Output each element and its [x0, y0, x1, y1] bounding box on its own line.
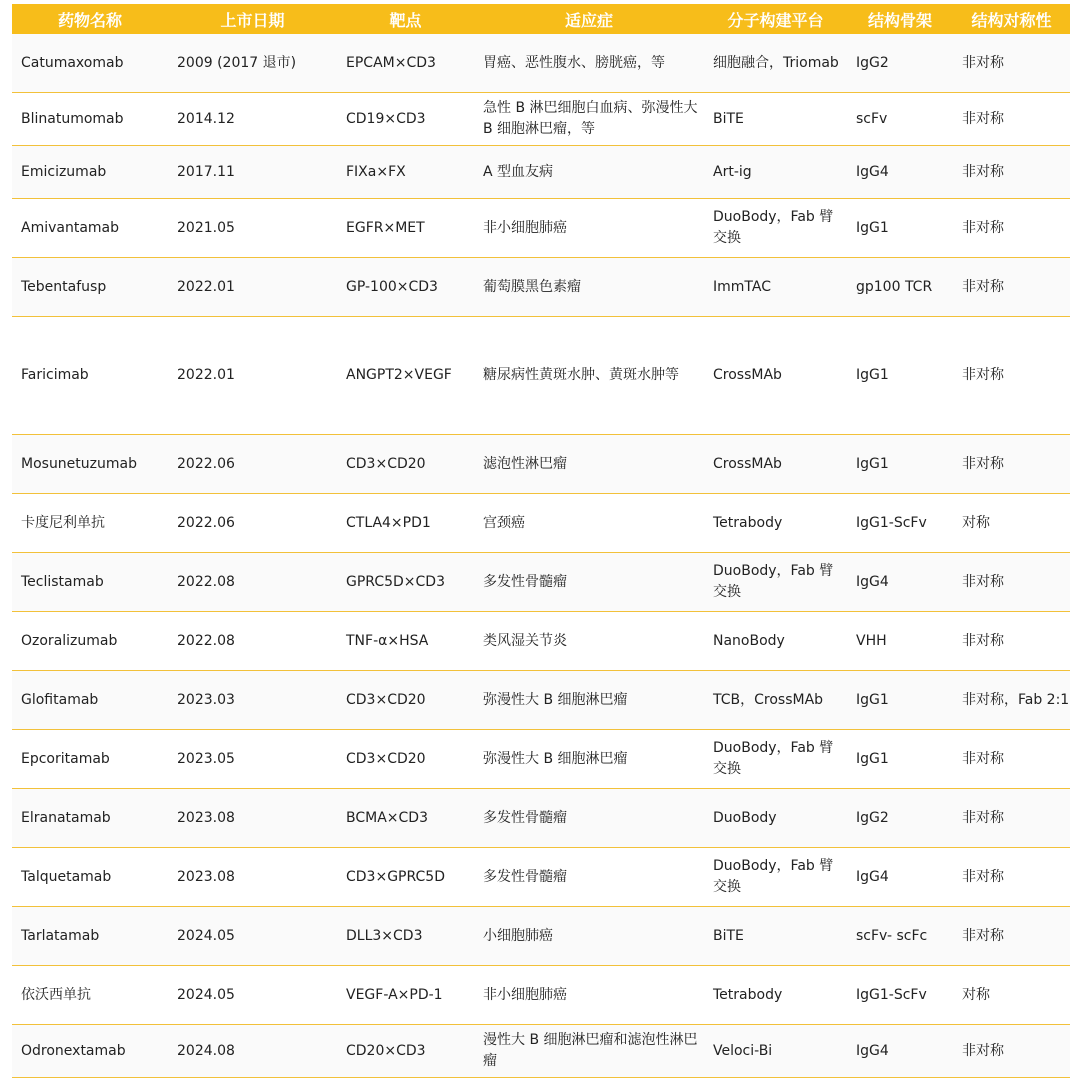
platform-cell: CrossMAb — [704, 435, 847, 494]
target-cell: EGFR×MET — [337, 199, 474, 258]
symmetry-cell: 非对称 — [953, 146, 1070, 199]
target-cell: GPRC5D×CD3 — [337, 553, 474, 612]
drug-name-cell: 卡度尼利单抗 — [12, 494, 168, 553]
indication-cell: 滤泡性淋巴瘤 — [474, 435, 704, 494]
indication-cell: 急性 B 淋巴细胞白血病、弥漫性大 B 细胞淋巴瘤，等 — [474, 93, 704, 146]
table-row — [12, 966, 1070, 1025]
launch-date-cell: 2022.06 — [168, 494, 337, 553]
symmetry-cell: 对称 — [953, 494, 1070, 553]
scaffold-cell: IgG1 — [847, 199, 953, 258]
scaffold-cell: IgG1 — [847, 435, 953, 494]
table-row — [12, 146, 1070, 199]
symmetry-cell: 非对称 — [953, 258, 1070, 317]
drug-name-cell: Mosunetuzumab — [12, 435, 168, 494]
launch-date-cell: 2022.01 — [168, 317, 337, 435]
table-row — [12, 317, 1070, 435]
indication-cell: 多发性骨髓瘤 — [474, 848, 704, 907]
platform-cell: NanoBody — [704, 612, 847, 671]
table-row — [12, 1025, 1070, 1078]
scaffold-cell: scFv- scFc — [847, 907, 953, 966]
target-cell: CD20×CD3 — [337, 1025, 474, 1078]
launch-date-cell: 2024.05 — [168, 966, 337, 1025]
drug-name-cell: Elranatamab — [12, 789, 168, 848]
symmetry-cell: 非对称 — [953, 612, 1070, 671]
symmetry-cell: 非对称 — [953, 848, 1070, 907]
scaffold-cell: VHH — [847, 612, 953, 671]
scaffold-cell: IgG1-ScFv — [847, 966, 953, 1025]
target-cell: CTLA4×PD1 — [337, 494, 474, 553]
table-row — [12, 34, 1070, 93]
symmetry-cell: 非对称 — [953, 907, 1070, 966]
drug-name-cell: Catumaxomab — [12, 34, 168, 93]
target-cell: EPCAM×CD3 — [337, 34, 474, 93]
table-row — [12, 848, 1070, 907]
drug-name-cell: Epcoritamab — [12, 730, 168, 789]
launch-date-cell: 2023.08 — [168, 789, 337, 848]
platform-cell: TCB，CrossMAb — [704, 671, 847, 730]
indication-cell: 小细胞肺癌 — [474, 907, 704, 966]
platform-cell: BiTE — [704, 907, 847, 966]
launch-date-cell: 2022.08 — [168, 612, 337, 671]
launch-date-cell: 2024.08 — [168, 1025, 337, 1078]
header-target: 靶点 — [337, 4, 474, 34]
drug-name-cell: Tarlatamab — [12, 907, 168, 966]
target-cell: FIXa×FX — [337, 146, 474, 199]
header-launch-date: 上市日期 — [168, 4, 337, 34]
indication-cell: 非小细胞肺癌 — [474, 199, 704, 258]
scaffold-cell: IgG1-ScFv — [847, 494, 953, 553]
target-cell: CD3×GPRC5D — [337, 848, 474, 907]
scaffold-cell: IgG1 — [847, 317, 953, 435]
indication-cell: 宫颈癌 — [474, 494, 704, 553]
symmetry-cell: 非对称 — [953, 199, 1070, 258]
drug-name-cell: Odronextamab — [12, 1025, 168, 1078]
scaffold-cell: IgG4 — [847, 848, 953, 907]
drug-name-cell: Teclistamab — [12, 553, 168, 612]
symmetry-cell: 非对称 — [953, 730, 1070, 789]
table-row — [12, 199, 1070, 258]
platform-cell: BiTE — [704, 93, 847, 146]
header-scaffold: 结构骨架 — [847, 4, 953, 34]
symmetry-cell: 非对称 — [953, 93, 1070, 146]
symmetry-cell: 非对称，Fab 2:1 — [953, 671, 1070, 730]
drug-name-cell: Amivantamab — [12, 199, 168, 258]
drug-name-cell: Blinatumomab — [12, 93, 168, 146]
header-drug-name: 药物名称 — [12, 4, 168, 34]
symmetry-cell: 对称 — [953, 966, 1070, 1025]
indication-cell: 非小细胞肺癌 — [474, 966, 704, 1025]
symmetry-cell: 非对称 — [953, 553, 1070, 612]
table-row — [12, 907, 1070, 966]
scaffold-cell: IgG4 — [847, 146, 953, 199]
table-row — [12, 789, 1070, 848]
platform-cell: DuoBody，Fab 臂交换 — [704, 553, 847, 612]
launch-date-cell: 2023.05 — [168, 730, 337, 789]
launch-date-cell: 2014.12 — [168, 93, 337, 146]
table-row — [12, 435, 1070, 494]
indication-cell: 多发性骨髓瘤 — [474, 553, 704, 612]
table-row — [12, 494, 1070, 553]
scaffold-cell: IgG4 — [847, 553, 953, 612]
scaffold-cell: IgG2 — [847, 34, 953, 93]
target-cell: CD3×CD20 — [337, 435, 474, 494]
indication-cell: 葡萄膜黑色素瘤 — [474, 258, 704, 317]
platform-cell: Tetrabody — [704, 494, 847, 553]
indication-cell: 糖尿病性黄斑水肿、黄斑水肿等 — [474, 317, 704, 435]
launch-date-cell: 2022.08 — [168, 553, 337, 612]
scaffold-cell: IgG2 — [847, 789, 953, 848]
launch-date-cell: 2023.08 — [168, 848, 337, 907]
platform-cell: DuoBody，Fab 臂交换 — [704, 848, 847, 907]
target-cell: GP-100×CD3 — [337, 258, 474, 317]
header-platform: 分子构建平台 — [704, 4, 847, 34]
table-row — [12, 671, 1070, 730]
scaffold-cell: gp100 TCR — [847, 258, 953, 317]
launch-date-cell: 2017.11 — [168, 146, 337, 199]
indication-cell: A 型血友病 — [474, 146, 704, 199]
launch-date-cell: 2009 (2017 退市) — [168, 34, 337, 93]
indication-cell: 类风湿关节炎 — [474, 612, 704, 671]
symmetry-cell: 非对称 — [953, 1025, 1070, 1078]
scaffold-cell: IgG1 — [847, 671, 953, 730]
target-cell: CD19×CD3 — [337, 93, 474, 146]
table-row — [12, 553, 1070, 612]
indication-cell: 胃癌、恶性腹水、膀胱癌，等 — [474, 34, 704, 93]
drug-name-cell: Glofitamab — [12, 671, 168, 730]
symmetry-cell: 非对称 — [953, 317, 1070, 435]
drug-name-cell: Emicizumab — [12, 146, 168, 199]
symmetry-cell: 非对称 — [953, 789, 1070, 848]
launch-date-cell: 2022.06 — [168, 435, 337, 494]
platform-cell: ImmTAC — [704, 258, 847, 317]
indication-cell: 弥漫性大 B 细胞淋巴瘤 — [474, 671, 704, 730]
launch-date-cell: 2021.05 — [168, 199, 337, 258]
platform-cell: Art-ig — [704, 146, 847, 199]
indication-cell: 漫性大 B 细胞淋巴瘤和滤泡性淋巴瘤 — [474, 1025, 704, 1078]
table-row — [12, 258, 1070, 317]
scaffold-cell: IgG1 — [847, 730, 953, 789]
target-cell: CD3×CD20 — [337, 730, 474, 789]
target-cell: VEGF-A×PD-1 — [337, 966, 474, 1025]
platform-cell: DuoBody，Fab 臂交换 — [704, 199, 847, 258]
indication-cell: 多发性骨髓瘤 — [474, 789, 704, 848]
platform-cell: CrossMAb — [704, 317, 847, 435]
launch-date-cell: 2024.05 — [168, 907, 337, 966]
indication-cell: 弥漫性大 B 细胞淋巴瘤 — [474, 730, 704, 789]
target-cell: CD3×CD20 — [337, 671, 474, 730]
target-cell: BCMA×CD3 — [337, 789, 474, 848]
scaffold-cell: IgG4 — [847, 1025, 953, 1078]
symmetry-cell: 非对称 — [953, 34, 1070, 93]
symmetry-cell: 非对称 — [953, 435, 1070, 494]
drug-name-cell: Talquetamab — [12, 848, 168, 907]
table-row — [12, 93, 1070, 146]
platform-cell: Veloci-Bi — [704, 1025, 847, 1078]
launch-date-cell: 2022.01 — [168, 258, 337, 317]
table-row — [12, 612, 1070, 671]
scaffold-cell: scFv — [847, 93, 953, 146]
table-row — [12, 730, 1070, 789]
drug-name-cell: Tebentafusp — [12, 258, 168, 317]
launch-date-cell: 2023.03 — [168, 671, 337, 730]
header-symmetry: 结构对称性 — [953, 4, 1070, 34]
target-cell: ANGPT2×VEGF — [337, 317, 474, 435]
platform-cell: DuoBody，Fab 臂交换 — [704, 730, 847, 789]
header-row — [12, 4, 1070, 34]
table-body — [12, 34, 1070, 1078]
bispecific-antibody-table — [12, 4, 1070, 1078]
drug-name-cell: Faricimab — [12, 317, 168, 435]
platform-cell: 细胞融合，Triomab — [704, 34, 847, 93]
header-indication: 适应症 — [474, 4, 704, 34]
platform-cell: DuoBody — [704, 789, 847, 848]
drug-name-cell: Ozoralizumab — [12, 612, 168, 671]
target-cell: TNF-α×HSA — [337, 612, 474, 671]
platform-cell: Tetrabody — [704, 966, 847, 1025]
drug-name-cell: 依沃西单抗 — [12, 966, 168, 1025]
target-cell: DLL3×CD3 — [337, 907, 474, 966]
